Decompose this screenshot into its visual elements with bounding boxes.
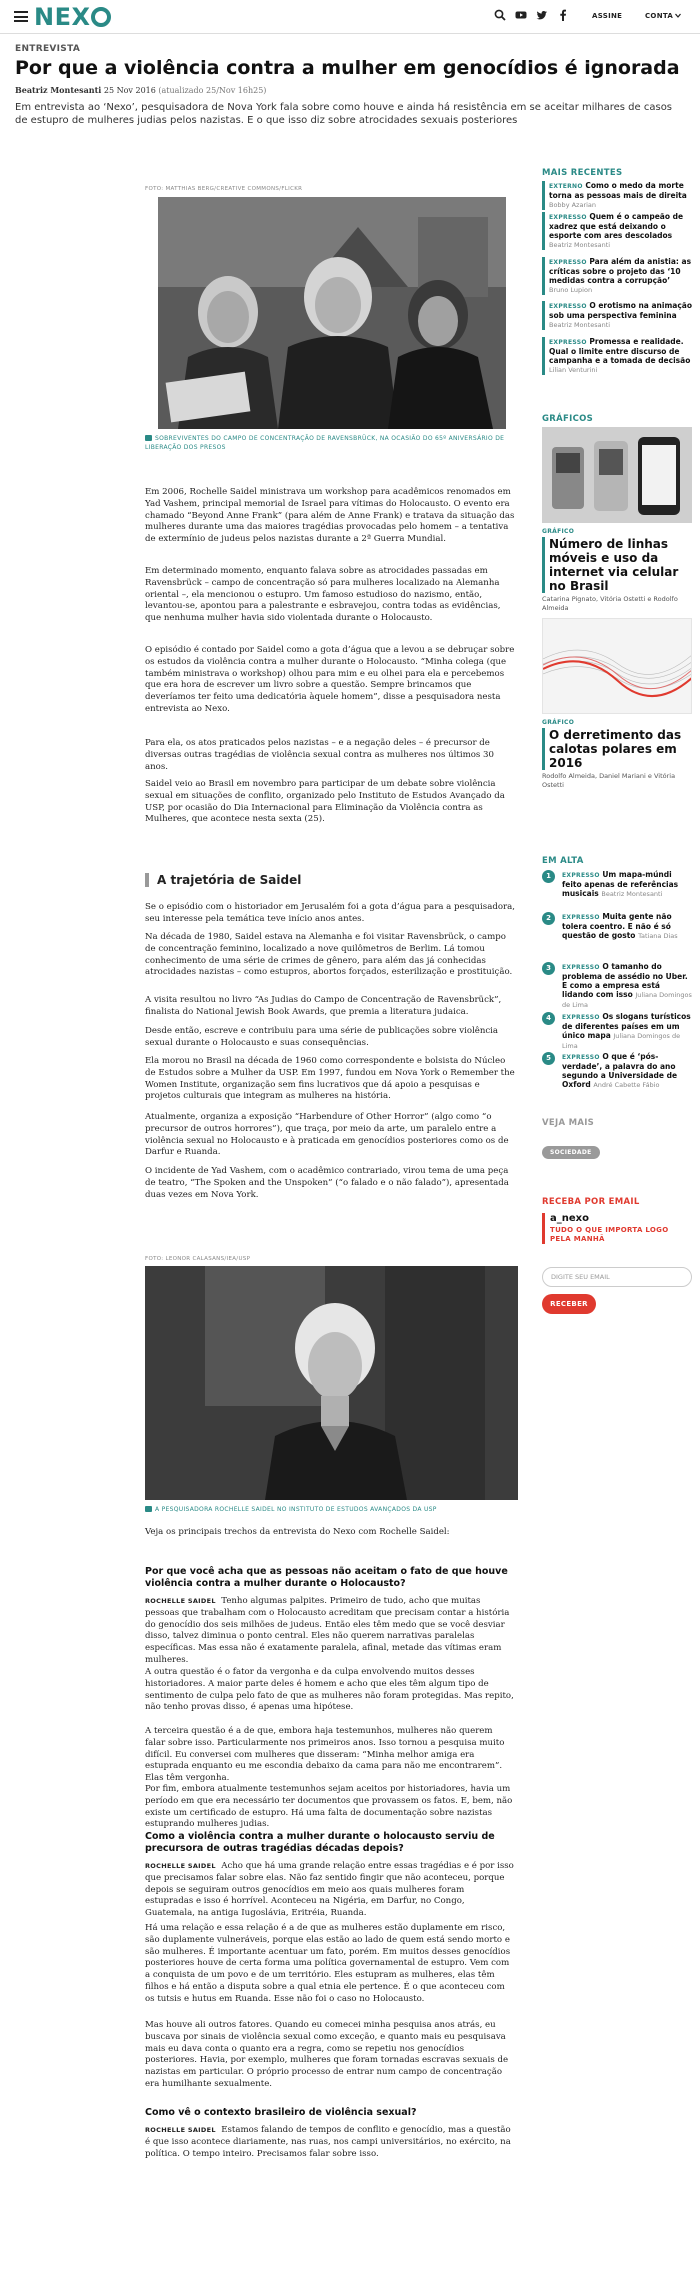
body-paragraph: A visita resultou no livro “As Judias do Campo de Concentração de Ravensbrück”, finalista do National Jewish Book Awards, que premia a literatura judaica. — [145, 995, 502, 1017]
photo-credit: FOTO: LEONOR CALASANS/IEA/USP — [145, 1256, 251, 1262]
trending-item[interactable]: 1 EXPRESSO Um mapa-múndi feito apenas de referências musicais Beatriz Montesanti — [542, 870, 692, 899]
author-name[interactable]: Beatriz Montesanti — [15, 85, 102, 95]
recent-item[interactable]: EXPRESSO O erotismo na animação sob uma perspectiva feminina Beatriz Montesanti — [542, 301, 692, 330]
phones-chart-thumbnail[interactable] — [542, 427, 692, 523]
recent-item[interactable]: EXPRESSO Quem é o campeão de xadrez que está deixando o esporte com ares descolados Beatriz Montesanti — [542, 212, 692, 250]
trending-item[interactable]: 5 EXPRESSO O que é ‘pós-verdade’, a palavra do ano segundo a Universidade de Oxford André Cabette Fábio — [542, 1052, 692, 1090]
publish-date: 25 Nov 2016 — [103, 86, 156, 95]
interview-intro: Veja os principais trechos da entrevista do Nexo com Rochelle Saidel: — [145, 1527, 450, 1537]
grafico-title[interactable]: O derretimento das calotas polares em 2016 — [542, 728, 692, 770]
body-paragraph: O incidente de Yad Vashem, com o acadêmico contrariado, virou tema de uma peça de teatro, “The Spoken and the Unspoken” (“o falado e o não falado”), apresentada duas vezes em Nova York. — [145, 1166, 509, 1200]
interview-answer: Mas houve ali outros fatores. Quando eu comecei minha pesquisa anos atrás, eu buscava por sinais de violência sexual como exceção, e quanto mais eu pesquisava mais eu dava conta o quanto era a regra, como se repetiu nos genocídios posteriores. Havia, por exemplo, mulheres que foram tornadas escravas sexuais de nazistas em particular. O próprio processo de entrar num campo de concentração era humilhante sexualmente. — [145, 2020, 509, 2089]
article-headline: Por que a violência contra a mulher em genocídios é ignorada — [15, 57, 680, 79]
newsletter-heading: RECEBA POR EMAIL — [542, 1197, 640, 1207]
interview-question: Por que você acha que as pessoas não aceitam o fato de que houve violência contra a mulher durante o Holocausto? — [145, 1566, 508, 1589]
menu-icon[interactable] — [14, 11, 28, 22]
youtube-icon[interactable] — [515, 9, 527, 21]
speaker-label: ROCHELLE SAIDEL — [145, 1862, 216, 1870]
camera-icon — [145, 435, 152, 441]
sociedade-tag[interactable]: SOCIEDADE — [542, 1146, 600, 1159]
body-paragraph: Em 2006, Rochelle Saidel ministrava um workshop para acadêmicos renomados em Yad Vashem, principal memorial de Israel para vítimas do Holocausto. O evento era chamado “Beyond Anne Frank” (para além de Anne Frank) e tratava da situação das mulheres durante uma das maiores tragédias provocadas pelo homem – a tentativa de extermínio de judeus pelos nazistas durante a 2ª Guerra Mundial. — [145, 487, 515, 545]
interview-question: Como vê o contexto brasileiro de violência sexual? — [145, 2107, 417, 2118]
interview-answer: A outra questão é o fator da vergonha e da culpa envolvendo muitos desses historiadores. A maior parte deles é homem e acho que eles têm algum tipo de sentimento de culpa pelo fato de que as mulheres não foram protegidas. Mas repito, não tenho provas disso, é apenas uma hipótese. — [145, 1667, 514, 1713]
interview-answer: ROCHELLE SAIDEL Tenho algumas palpites. Primeiro de tudo, acho que muitas pessoas que trabalham com o Holocausto acreditam que precisam contar a história do genocídio dos seis milhões de judeus. Então eles têm medo que se você desviar disso, talvez diminua o ponto central. Eles não querem narrativas paralelas específicas. Mas essa não é exatamente paralela, afinal, metade das vítimas eram mulheres. — [145, 1596, 510, 1665]
survivors-photo — [158, 197, 506, 429]
trending-item[interactable]: 2 EXPRESSO Muita gente não tolera coentro. E não é só questão de gosto Tatiana Dias — [542, 912, 692, 941]
article-kicker: ENTREVISTA — [15, 44, 81, 54]
grafico-tag: GRÁFICO — [542, 719, 575, 726]
body-paragraph: Na década de 1980, Saidel estava na Alemanha e foi visitar Ravensbrück, o campo de concentração feminino, localizado a nove quilômetros de Berlim. Lá tomou conhecimento de uma série de crimes de gênero, para além das já conhecidas atrocidades nazistas – como estupros, abortos forçados, esterilização e prostituição. — [145, 932, 513, 978]
mais-recentes-heading: MAIS RECENTES — [542, 168, 623, 178]
section-heading: A trajetória de Saidel — [145, 873, 301, 887]
graficos-heading: GRÁFICOS — [542, 414, 594, 424]
recent-item[interactable]: EXTERNO Como o medo da morte torna as pessoas mais de direita Bobby Azarian — [542, 181, 692, 210]
body-paragraph: Atualmente, organiza a exposição “Harbendure of Other Horror” (algo como “o precursor de outros horrores”), que traça, por meio da arte, um paralelo entre a violência sexual no Holocausto e à praticada em genocídios posteriores como os de Darfur e Ruanda. — [145, 1112, 509, 1158]
interview-answer: A terceira questão é a de que, embora haja testemunhos, mulheres não querem falar sobre isso. Particularmente nos primeiros anos. Isso tornou a pesquisa muito difícil. Eu conversei com mulheres que disseram: “Minha melhor amiga era estuprada enquanto eu me escondia debaixo da cama para não me encontrarem”. Elas têm vergonha. — [145, 1726, 505, 1784]
newsletter-block — [542, 1213, 690, 1244]
body-paragraph: Ela morou no Brasil na década de 1960 como correspondente e bolsista do Núcleo de Estudos sobre a Mulher da USP. Em 1997, fundou em Nova York o Remember the Women Institute, organização sem fins lucrativos que dá apoio a pesquisas e projetos culturais que integram as mulheres na história. — [145, 1056, 515, 1102]
updated-date: (atualizado 25/Nov 16h25) — [158, 86, 267, 95]
body-paragraph: Para ela, os atos praticados pelos nazistas – e a negação deles – é precursor de diversas outras tragédias de violência sexual contra as mulheres nos últimos 30 anos. — [145, 738, 494, 772]
trending-item[interactable]: 4 EXPRESSO Os slogans turísticos de diferentes países em um único mapa Juliana Domingos de Lima — [542, 1012, 692, 1051]
recent-item[interactable]: EXPRESSO Para além da anistia: as críticas sobre o projeto das ‘10 medidas contra a corrupção’ Bruno Lupion — [542, 257, 692, 295]
receber-button[interactable]: RECEBER — [542, 1294, 596, 1314]
veja-mais-heading: VEJA MAIS — [542, 1118, 595, 1128]
twitter-icon[interactable] — [536, 9, 548, 21]
header-icons — [494, 9, 569, 21]
byline — [15, 85, 266, 95]
top-navbar — [0, 0, 700, 34]
body-paragraph: Se o episódio com o historiador em Jerusalém foi a gota d’água para a pesquisadora, seu interesse pela temática teve início anos antes. — [145, 902, 515, 924]
speaker-label: ROCHELLE SAIDEL — [145, 2126, 216, 2134]
body-paragraph: Saidel veio ao Brasil em novembro para participar de um debate sobre violência sexual em situações de conflito, organizado pelo Instituto de Estudos Avançado da USP, por ocasião do Dia Internacional para Eliminação da Violência contra as Mulheres, que acontece nesta sexta (25). — [145, 779, 505, 825]
grafico-tag: GRÁFICO — [542, 528, 575, 535]
body-paragraph: Em determinado momento, enquanto falava sobre as atrocidades passadas em Ravensbrück – campo de concentração só para mulheres localizado na Alemanha oriental –, ela mencionou o estupro. Um famoso estudioso do nazismo, então, levantou-se, apontou para a palestrante e esbravejou, contra todas as evidências, que nenhuma mulher havia sido violentada durante o Holocausto. — [145, 566, 501, 624]
body-paragraph: O episódio é contado por Saidel como a gota d’água que a levou a se debruçar sobre os estudos da violência contra a mulher durante o Holocausto. “Minha colega (que também ministrava o workshop) olhou para mim e eu olhei para ela e percebemos que era hora de escrever um livro sobre a questão. Sempre brincamos que deveríamos ter feito uma dedicatória àquele homem”, disse a pesquisadora nesta entrevista ao Nexo. — [145, 645, 515, 714]
saidel-photo — [145, 1266, 518, 1500]
body-paragraph: Desde então, escreve e contribuiu para uma série de publicações sobre violência sexual durante o Holocausto e suas consequências. — [145, 1026, 499, 1048]
interview-question: Como a violência contra a mulher durante o holocausto serviu de precursora de outras tragédias décadas depois? — [145, 1831, 495, 1854]
em-alta-heading: EM ALTA — [542, 856, 584, 866]
trending-item[interactable]: 3 EXPRESSO O tamanho do problema de assédio no Uber. E como a empresa está lidando com isso Juliana Domingos de Lima — [542, 962, 692, 1010]
newsletter-name: a_nexo — [550, 1213, 589, 1224]
conta-link[interactable]: CONTA — [645, 12, 674, 20]
recent-item[interactable]: EXPRESSO Promessa e realidade. Qual o limite entre discurso de campanha e a tomada de decisão Lilian Venturini — [542, 337, 692, 375]
newsletter-desc: TUDO O QUE IMPORTA LOGO PELA MANHÃ — [550, 1226, 669, 1243]
assine-link[interactable]: ASSINE — [592, 12, 623, 20]
speaker-label: ROCHELLE SAIDEL — [145, 1597, 216, 1605]
search-icon[interactable] — [494, 9, 506, 21]
interview-answer: ROCHELLE SAIDEL Acho que há uma grande relação entre essas tragédias e é por isso que precisamos falar sobre elas. Não faz sentido fingir que não aconteceu, porque depois se seguiram outros genocídios em meio aos quais mulheres foram estupradas e isso é horrível. Aconteceu na Nigéria, em Darfur, no Congo, Guatemala, na antiga Iugoslávia, Eritréia, Ruanda. — [145, 1861, 514, 1919]
grafico-title[interactable]: Número de linhas móveis e uso da internet via celular no Brasil — [542, 537, 692, 593]
grafico-authors: Catarina Pignato, Vitória Ostetti e Rodolfo Almeida — [542, 595, 678, 612]
photo-credit: FOTO: MATTHIAS BERG/CREATIVE COMMONS/FLICKR — [145, 186, 303, 192]
email-input[interactable]: DIGITE SEU EMAIL — [542, 1267, 692, 1287]
photo-caption: SOBREVIVENTES DO CAMPO DE CONCENTRAÇÃO DE RAVENSBRÜCK, NA OCASIÃO DO 65º ANIVERSÁRIO DE LIBERAÇÃO DOS PRESOS — [145, 435, 505, 451]
polar-ice-chart-thumbnail[interactable] — [542, 618, 692, 714]
interview-answer: Por fim, embora atualmente testemunhos sejam aceitos por historiadores, havia um período em que era necessário ter documentos que provassem os fatos. E, bem, não existe um certificado de estupro. Há uma falta de documentação sobre nazistas estuprando mulheres judias. — [145, 1784, 513, 1830]
interview-answer: ROCHELLE SAIDEL Estamos falando de tempos de conflito e genocídio, mas a questão é que isso acontece diariamente, nas ruas, nos campi universitários, no exército, na política. O tempo inteiro. Precisamos falar sobre isso. — [145, 2125, 511, 2159]
facebook-icon[interactable] — [557, 9, 569, 21]
photo-caption: A PESQUISADORA ROCHELLE SAIDEL NO INSTITUTO DE ESTUDOS AVANÇADOS DA USP — [145, 1505, 515, 1514]
article-dek: Em entrevista ao ‘Nexo’, pesquisadora de Nova York fala sobre como houve e ainda há resistência em se aceitar milhares de casos de estupro de mulheres judias pelos nazistas. E o que isso diz sobre atrocidades sexuais posteriores — [15, 102, 673, 126]
interview-answer: Há uma relação e essa relação é a de que as mulheres estão duplamente em risco, são duplamente vulneráveis, porque elas estão ao lado de quem está sendo morto e são mulheres. É importante acentuar um fato, porém. Em muitos desses genocídios posteriores houve de certa forma uma política governamental de estupro. Vem com a conquista de um povo e de um território. Eles estupram as mulheres, elas têm filhos e há então a disputa sobre a qual etnia ele pertence. É o que aconteceu com os tutsis e hutus em Ruanda. Esse não foi o caso no Holocausto. — [145, 1923, 511, 2004]
camera-icon — [145, 1506, 152, 1512]
chevron-down-icon[interactable] — [675, 13, 681, 18]
grafico-authors: Rodolfo Almeida, Daniel Mariani e Vitória Ostetti — [542, 772, 676, 789]
nexo-logo[interactable]: NEX — [34, 4, 111, 30]
